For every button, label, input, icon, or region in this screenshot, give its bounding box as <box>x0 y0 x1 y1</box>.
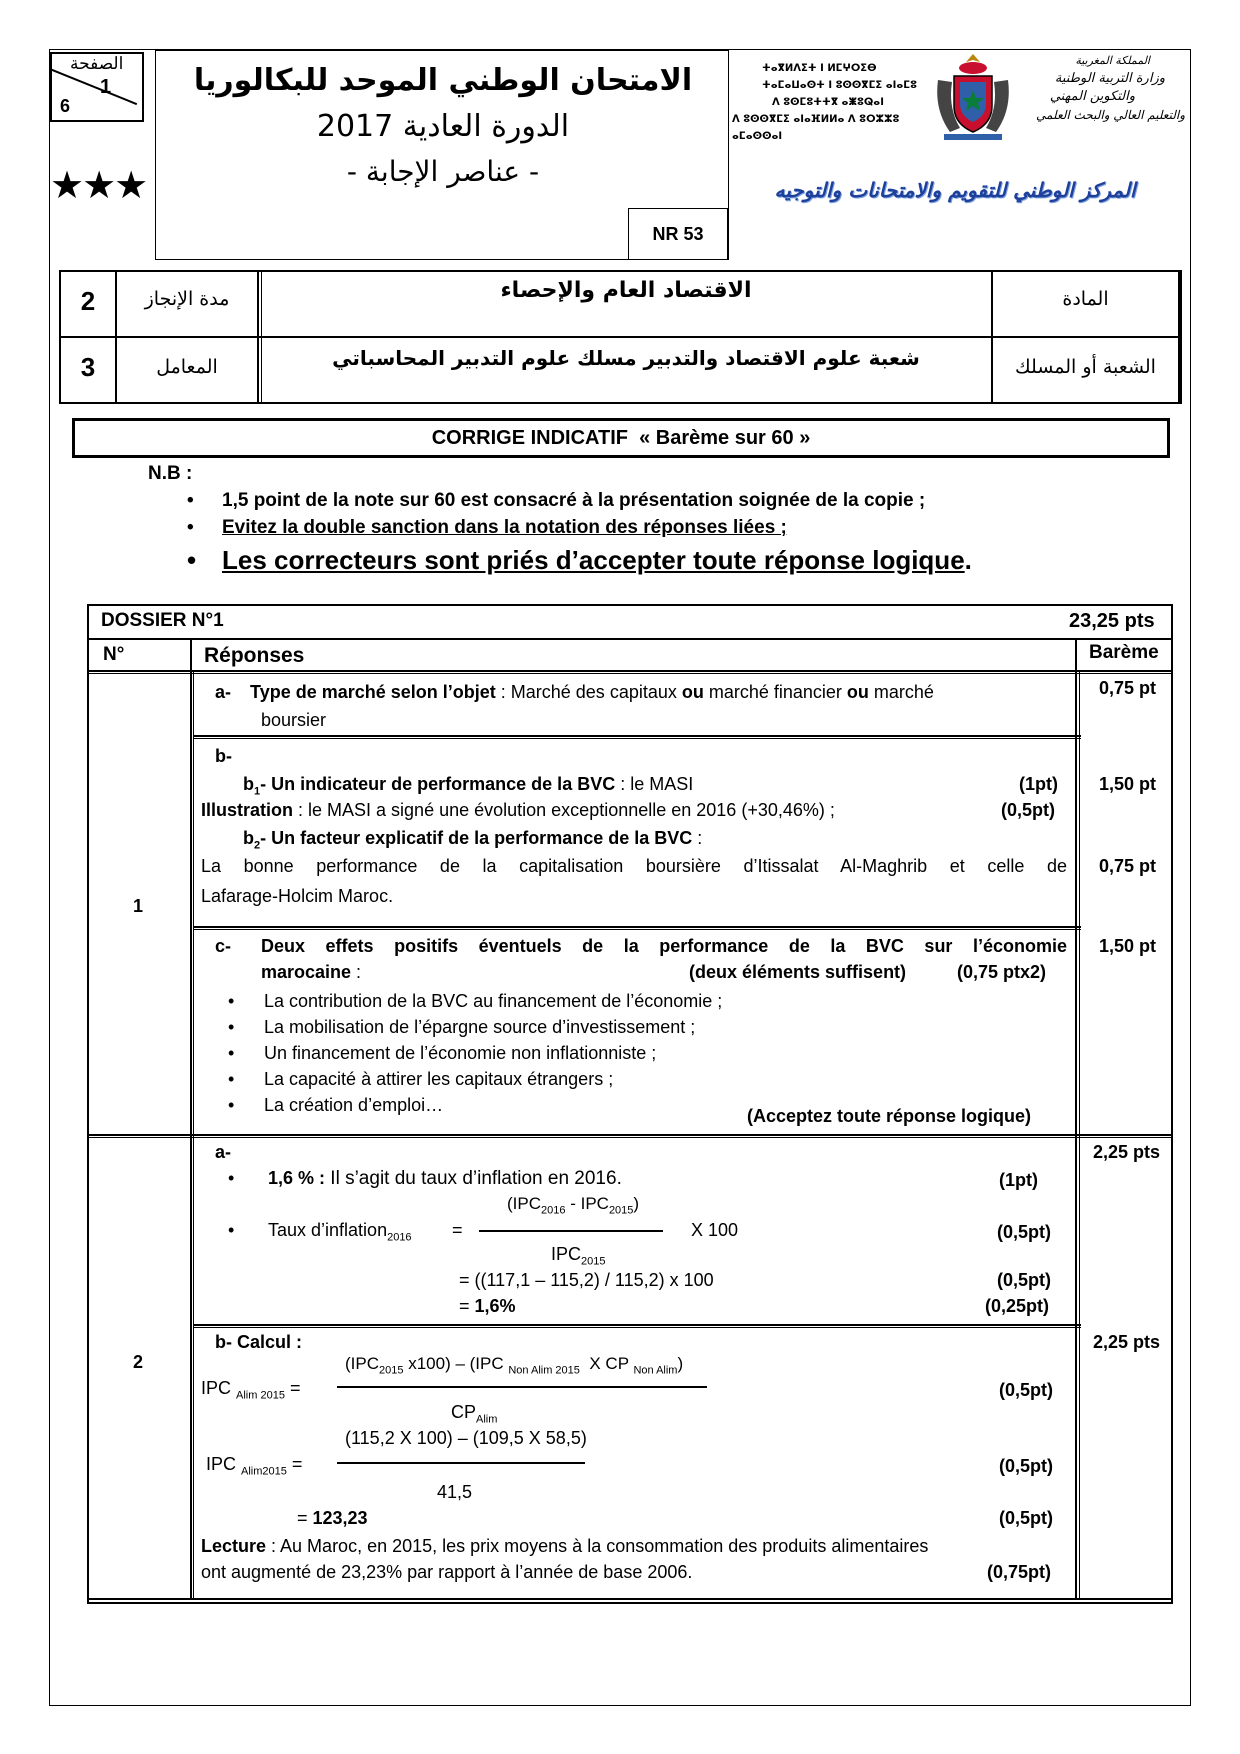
col-bareme: Barème <box>1089 642 1159 663</box>
inflation-x100: X 100 <box>691 1220 739 1240</box>
res-eq: = <box>297 1508 313 1528</box>
code: NR 53 <box>652 224 704 244</box>
res-val: 123,23 <box>312 1508 368 1528</box>
q1-b1-prefix: b <box>243 774 254 794</box>
inflation-label: Taux d’inflation <box>268 1220 388 1240</box>
stars: ★★★ <box>50 165 147 207</box>
q2-a-pts: 2,25 pts <box>1093 1142 1161 1162</box>
q1-b1-pts: 1,50 pt <box>1099 774 1157 794</box>
q1-a-text4: boursier <box>261 710 327 730</box>
f1-lhs-sub: Alim 2015 <box>236 1389 285 1402</box>
ministry-line4: والتعليم العالي والبحث العلمي <box>1036 108 1185 122</box>
q1-b1 <box>243 774 693 798</box>
page-label: الصفحة <box>70 54 124 73</box>
session: الدورة العادية 2017 <box>316 109 570 144</box>
inflation-eq: = <box>452 1220 463 1240</box>
nb-item-2-text: Evitez la double sanction dans la notation des réponses liées ; <box>222 517 787 538</box>
q1-a-pts: 0,75 pt <box>1099 678 1157 698</box>
coef-value: 3 <box>80 352 96 382</box>
page-number-box <box>50 52 144 122</box>
q1-b2-pts: 0,75 pt <box>1099 856 1157 876</box>
q1-c-list <box>224 988 722 1118</box>
ministry-block <box>990 52 1185 124</box>
f1-sub2: Non Alim 2015 <box>508 1364 580 1377</box>
q1-illus-text: : le MASI a signé une évolution exceptionnelle en 2016 (+30,46%) ; <box>293 800 835 820</box>
q1-c-bold2: marocaine <box>261 962 352 982</box>
f1-c: X CP <box>579 1354 634 1373</box>
line4-val: 1,6% <box>474 1296 516 1316</box>
q1-b1-score: (1pt) <box>1019 774 1058 794</box>
q2-number: 2 <box>133 1352 144 1372</box>
tifinagh-line3: ⴷ ⵓⵙⵎⵓⵜⵜⴳ ⴰⵥⵓⵕⴰⵏ <box>772 97 884 108</box>
q1-c-pts: 1,50 pt <box>1099 936 1157 956</box>
inflation-sub: 2016 <box>387 1231 412 1244</box>
q1-b2-prefix: b <box>243 828 254 848</box>
page-current: 1 <box>100 76 112 98</box>
tifinagh-block <box>732 60 932 145</box>
q1-c-label: c- <box>215 936 232 956</box>
f1-fraction-line <box>337 1386 707 1388</box>
f2-score: (0,5pt) <box>999 1456 1053 1476</box>
q1-illus-score: (0,5pt) <box>1001 800 1055 820</box>
f1-a: (IPC <box>345 1354 379 1373</box>
q1-a-ou1: ou <box>681 682 704 702</box>
f1-lhs-eq: = <box>284 1378 301 1398</box>
title-box <box>155 50 729 260</box>
q1-a-ou2: ou <box>846 682 869 702</box>
f1-d: ) <box>677 1354 684 1373</box>
dossier-points: 23,25 pts <box>1069 610 1155 632</box>
q2-a-line3: = ((117,1 – 115,2) / 115,2) x 100 <box>459 1270 714 1290</box>
q1-b2 <box>243 828 702 852</box>
ministry-line3: والتكوين المهني <box>1049 89 1135 104</box>
list-item: • La contribution de la BVC au financement de l’économie ; <box>224 988 722 1014</box>
list-item: • La capacité à attirer les capitaux étrangers ; <box>224 1066 722 1092</box>
f2-lhs <box>206 1454 302 1478</box>
q1-a-label: a- <box>215 682 232 702</box>
f2-lhs-sub: Alim2015 <box>241 1465 287 1478</box>
num-close: ) <box>633 1194 640 1213</box>
q1-a-text2: marché financier <box>703 682 847 702</box>
q2-a-bullet1-text: Il s’agit du taux d’inflation en 2016. <box>325 1168 622 1189</box>
banner-text: CORRIGE INDICATIF « Barème sur 60 » <box>431 427 811 449</box>
q1-b2-text: : <box>692 828 703 848</box>
q1-b2-line1: La bonne performance de la capitalisation boursière d’Itissalat Al-Maghrib et celle de <box>201 856 1067 876</box>
f1-lhs <box>201 1378 300 1402</box>
lecture-bold: Lecture <box>201 1536 267 1556</box>
q1-illus-bold: Illustration <box>201 800 294 820</box>
q2-a-label: a- <box>215 1142 232 1162</box>
q2-a-score3: (0,5pt) <box>997 1270 1051 1290</box>
f2-denominator: 41,5 <box>437 1482 473 1502</box>
q2-a-bullet1-bold: 1,6 % : <box>268 1168 326 1188</box>
q1-c-bold1: Deux effets positifs éventuels de la performance de la BVC sur l’économie <box>261 936 1067 956</box>
list-item: • La mobilisation de l’épargne source d’investissement ; <box>224 1014 722 1040</box>
q2-b-pts: 2,25 pts <box>1093 1332 1161 1352</box>
f1-sub3: Non Alim <box>633 1364 678 1377</box>
q1-c-note: (deux éléments suffisent) <box>689 962 907 982</box>
subject: الاقتصاد العام والإحصاء <box>500 278 752 303</box>
num-mid: - IPC <box>565 1194 609 1213</box>
q1-b1-text: : le MASI <box>615 774 694 794</box>
res-score: (0,5pt) <box>999 1508 1053 1528</box>
ministry-line1: المملكة المغربية <box>1075 54 1150 67</box>
inflation-denominator <box>551 1244 606 1268</box>
f2-numerator: (115,2 X 100) – (109,5 X 58,5) <box>345 1428 587 1448</box>
tifinagh-line4: ⴷ ⵓⵙⵙⴳⵎⵉ ⴰⵏⴰⴼⵍⵍⴰ ⴷ ⵓⵔⵣⵣⵓ ⴰⵎⴰⵙⵙⴰⵏ <box>732 114 900 142</box>
q1-a-text3: marché <box>868 682 934 702</box>
lecture-score: (0,75pt) <box>987 1562 1052 1582</box>
f1-score: (0,5pt) <box>999 1380 1053 1400</box>
f1-lhs-text: IPC <box>201 1378 237 1398</box>
q1-c-line2 <box>261 962 361 983</box>
nb-item-3-text: Les correcteurs sont priés d’accepter toute réponse logique <box>222 545 965 575</box>
num-sub1: 2016 <box>541 1204 566 1217</box>
lecture-text1: : Au Maroc, en 2015, les prix moyens à la consommation des produits alimentaires <box>266 1536 929 1556</box>
q1-c-score: (0,75 ptx2) <box>957 962 1047 982</box>
q2-a-line4 <box>459 1296 516 1317</box>
center-name: المركز الوطني للتقويم والامتحانات والتوجيه <box>774 178 1136 202</box>
f1-b: x100) – (IPC <box>403 1354 509 1373</box>
q1-number: 1 <box>133 896 144 916</box>
dossier-table: DOSSIER N°1 23,25 pts N° Réponses Barème 1 a- Type de marché selon l’objet : Marché des capitaux ou marché financier ou marché boursier 0,75 pt b- $b_1-$ Un indicateur de performance de la BVC : le MASI (1pt) 1,50 pt Illustration : le MASI a signé une évolution exceptionnelle en 2016 (+30,46%) ; (0,5pt) $b_2-$ Un facteur explicatif de la performance de la BVC : La bonne performance de la capitalisation boursière d’Itissalat Al-Maghrib et celle de Lafarage-Holcim Maroc. 0,75 pt c- Deux effets positifs éventuels de la performance de la BVC sur l’économie marocaine : (deux éléments suffisent) (0,75 ptx2) 1,50 pt • La contribution de la BVC au financement de l’économie ; • La mobilisation de l’épargne source d’investissement ; • Un financement de l’économie non inflationniste ; • La capacité à attirer les capitaux étrangers ; • La création d’emploi… (Acceptez toute réponse logique) 2 a- 2,25 pts • 1,6 % : Il s’agit du taux d’inflation en 2016. (1pt) $(IPC_{2016} - IPC_{2015})$ • Taux d’inflation$_{2016}$ = X 100 (0,5pt) $IPC_{2015}$ = ((117,1 – 115,2) / 115,2) x 100 (0,5pt) = 1,6% (0,25pt) b- Calcul : 2,25 pts ($IPC_{2015}$ x100) – (IPC $_{Non Alim 2015}$ X CP $_{Non Alim}$) IPC $_{Alim 2015}$ = (0,5pt) $CP_{Alim}$ (115,2 X 100) – (109,5 X 58,5) IPC $_{Alim2015}$ = (0,5pt) 41,5 = 123,23 (0,5pt) Lecture : Au Maroc, en 2015, les prix moyens à la consommation des produits alimentaires ont augmenté de 23,23% par rapport à l’année de base 2006. (0,75pt) <box>87 604 1173 1604</box>
q2-a-score4: (0,25pt) <box>985 1296 1050 1316</box>
q2-a-score2: (0,5pt) <box>997 1222 1051 1242</box>
inflation-fraction-line <box>479 1230 663 1232</box>
f2-fraction-line <box>337 1462 585 1464</box>
col-n: N° <box>103 644 125 665</box>
dossier-title: DOSSIER N°1 <box>101 610 224 631</box>
f1-sub1: 2015 <box>379 1364 404 1377</box>
f2-lhs-eq: = <box>286 1454 303 1474</box>
line4-eq: = <box>459 1296 475 1316</box>
subtitle: - عناصر الإجابة - <box>346 155 540 188</box>
den-sub: 2015 <box>581 1255 606 1268</box>
q1-b2-bold: - Un facteur explicatif de la performance de la BVC <box>260 828 693 848</box>
f1-denominator <box>451 1402 497 1426</box>
q1-b-label: b- <box>215 746 232 766</box>
nb-label: N.B : <box>148 463 193 484</box>
q2-b-label: b- Calcul : <box>215 1332 303 1352</box>
q1-illustration <box>201 800 835 821</box>
tifinagh-line2: ⵜⴰⵎⴰⵡⴰⵙⵜ ⵏ ⵓⵙⵙⴳⵎⵉ ⴰⵏⴰⵎⵓ <box>762 80 917 91</box>
q1-a <box>201 678 1071 734</box>
branch-label: الشعبة أو المسلك <box>1015 356 1156 378</box>
coef-label: المعامل <box>156 356 218 378</box>
tifinagh-line1: ⵜⴰⴳⵍⴷⵉⵜ ⵏ ⵍⵎⵖⵔⵉⴱ <box>762 63 877 74</box>
list-item: • Un financement de l’économie non inflationniste ; <box>224 1040 722 1066</box>
den: IPC <box>551 1244 582 1264</box>
q1-c-colon: : <box>351 962 362 982</box>
branch: شعبة علوم الاقتصاد والتدبير مسلك علوم التدبير المحاسباتي <box>332 346 920 370</box>
f1-numerator <box>345 1354 683 1376</box>
duration-value: 2 <box>80 286 96 316</box>
info-table <box>59 270 1182 404</box>
num-open: (IPC <box>507 1194 541 1213</box>
list-item: • La création d’emploi… <box>224 1092 722 1118</box>
f2-lhs-text: IPC <box>206 1454 242 1474</box>
q1-a-bold: Type de marché selon l’objet <box>250 682 496 702</box>
lecture-line1 <box>201 1536 1067 1557</box>
exam-title: الامتحان الوطني الموحد للبكالوريا <box>193 63 693 98</box>
num-sub2: 2015 <box>608 1204 634 1217</box>
q1-b2-sub: 2 <box>254 839 261 852</box>
f1-den-sub: Alim <box>476 1413 498 1426</box>
ministry-line2: وزارة التربية الوطنية <box>1054 71 1165 86</box>
q1-a-text1: : Marché des capitaux <box>495 682 682 702</box>
corrige-banner <box>72 418 1170 458</box>
subject-label: المادة <box>1062 288 1109 310</box>
code-box <box>628 208 728 260</box>
q1-b1-sub: 1 <box>254 785 261 798</box>
col-reponses: Réponses <box>204 644 305 667</box>
q1-b2-line2: Lafarage-Holcim Maroc. <box>201 886 394 906</box>
nb-item-1-text: 1,5 point de la note sur 60 est consacré à la présentation soignée de la copie ; <box>222 490 926 511</box>
q1-c-accept: (Acceptez toute réponse logique) <box>747 1106 1032 1126</box>
duration-label: مدة الإنجاز <box>144 288 230 310</box>
inflation-numerator <box>507 1194 639 1216</box>
f1-den: CP <box>451 1402 477 1422</box>
q2-a-bullet1-score: (1pt) <box>999 1170 1038 1190</box>
page-total: 6 <box>60 96 71 116</box>
lecture-line2: ont augmenté de 23,23% par rapport à l’année de base 2006. <box>201 1562 693 1582</box>
q1-b1-bold: - Un indicateur de performance de la BVC <box>260 774 616 794</box>
q2-result <box>297 1508 368 1529</box>
